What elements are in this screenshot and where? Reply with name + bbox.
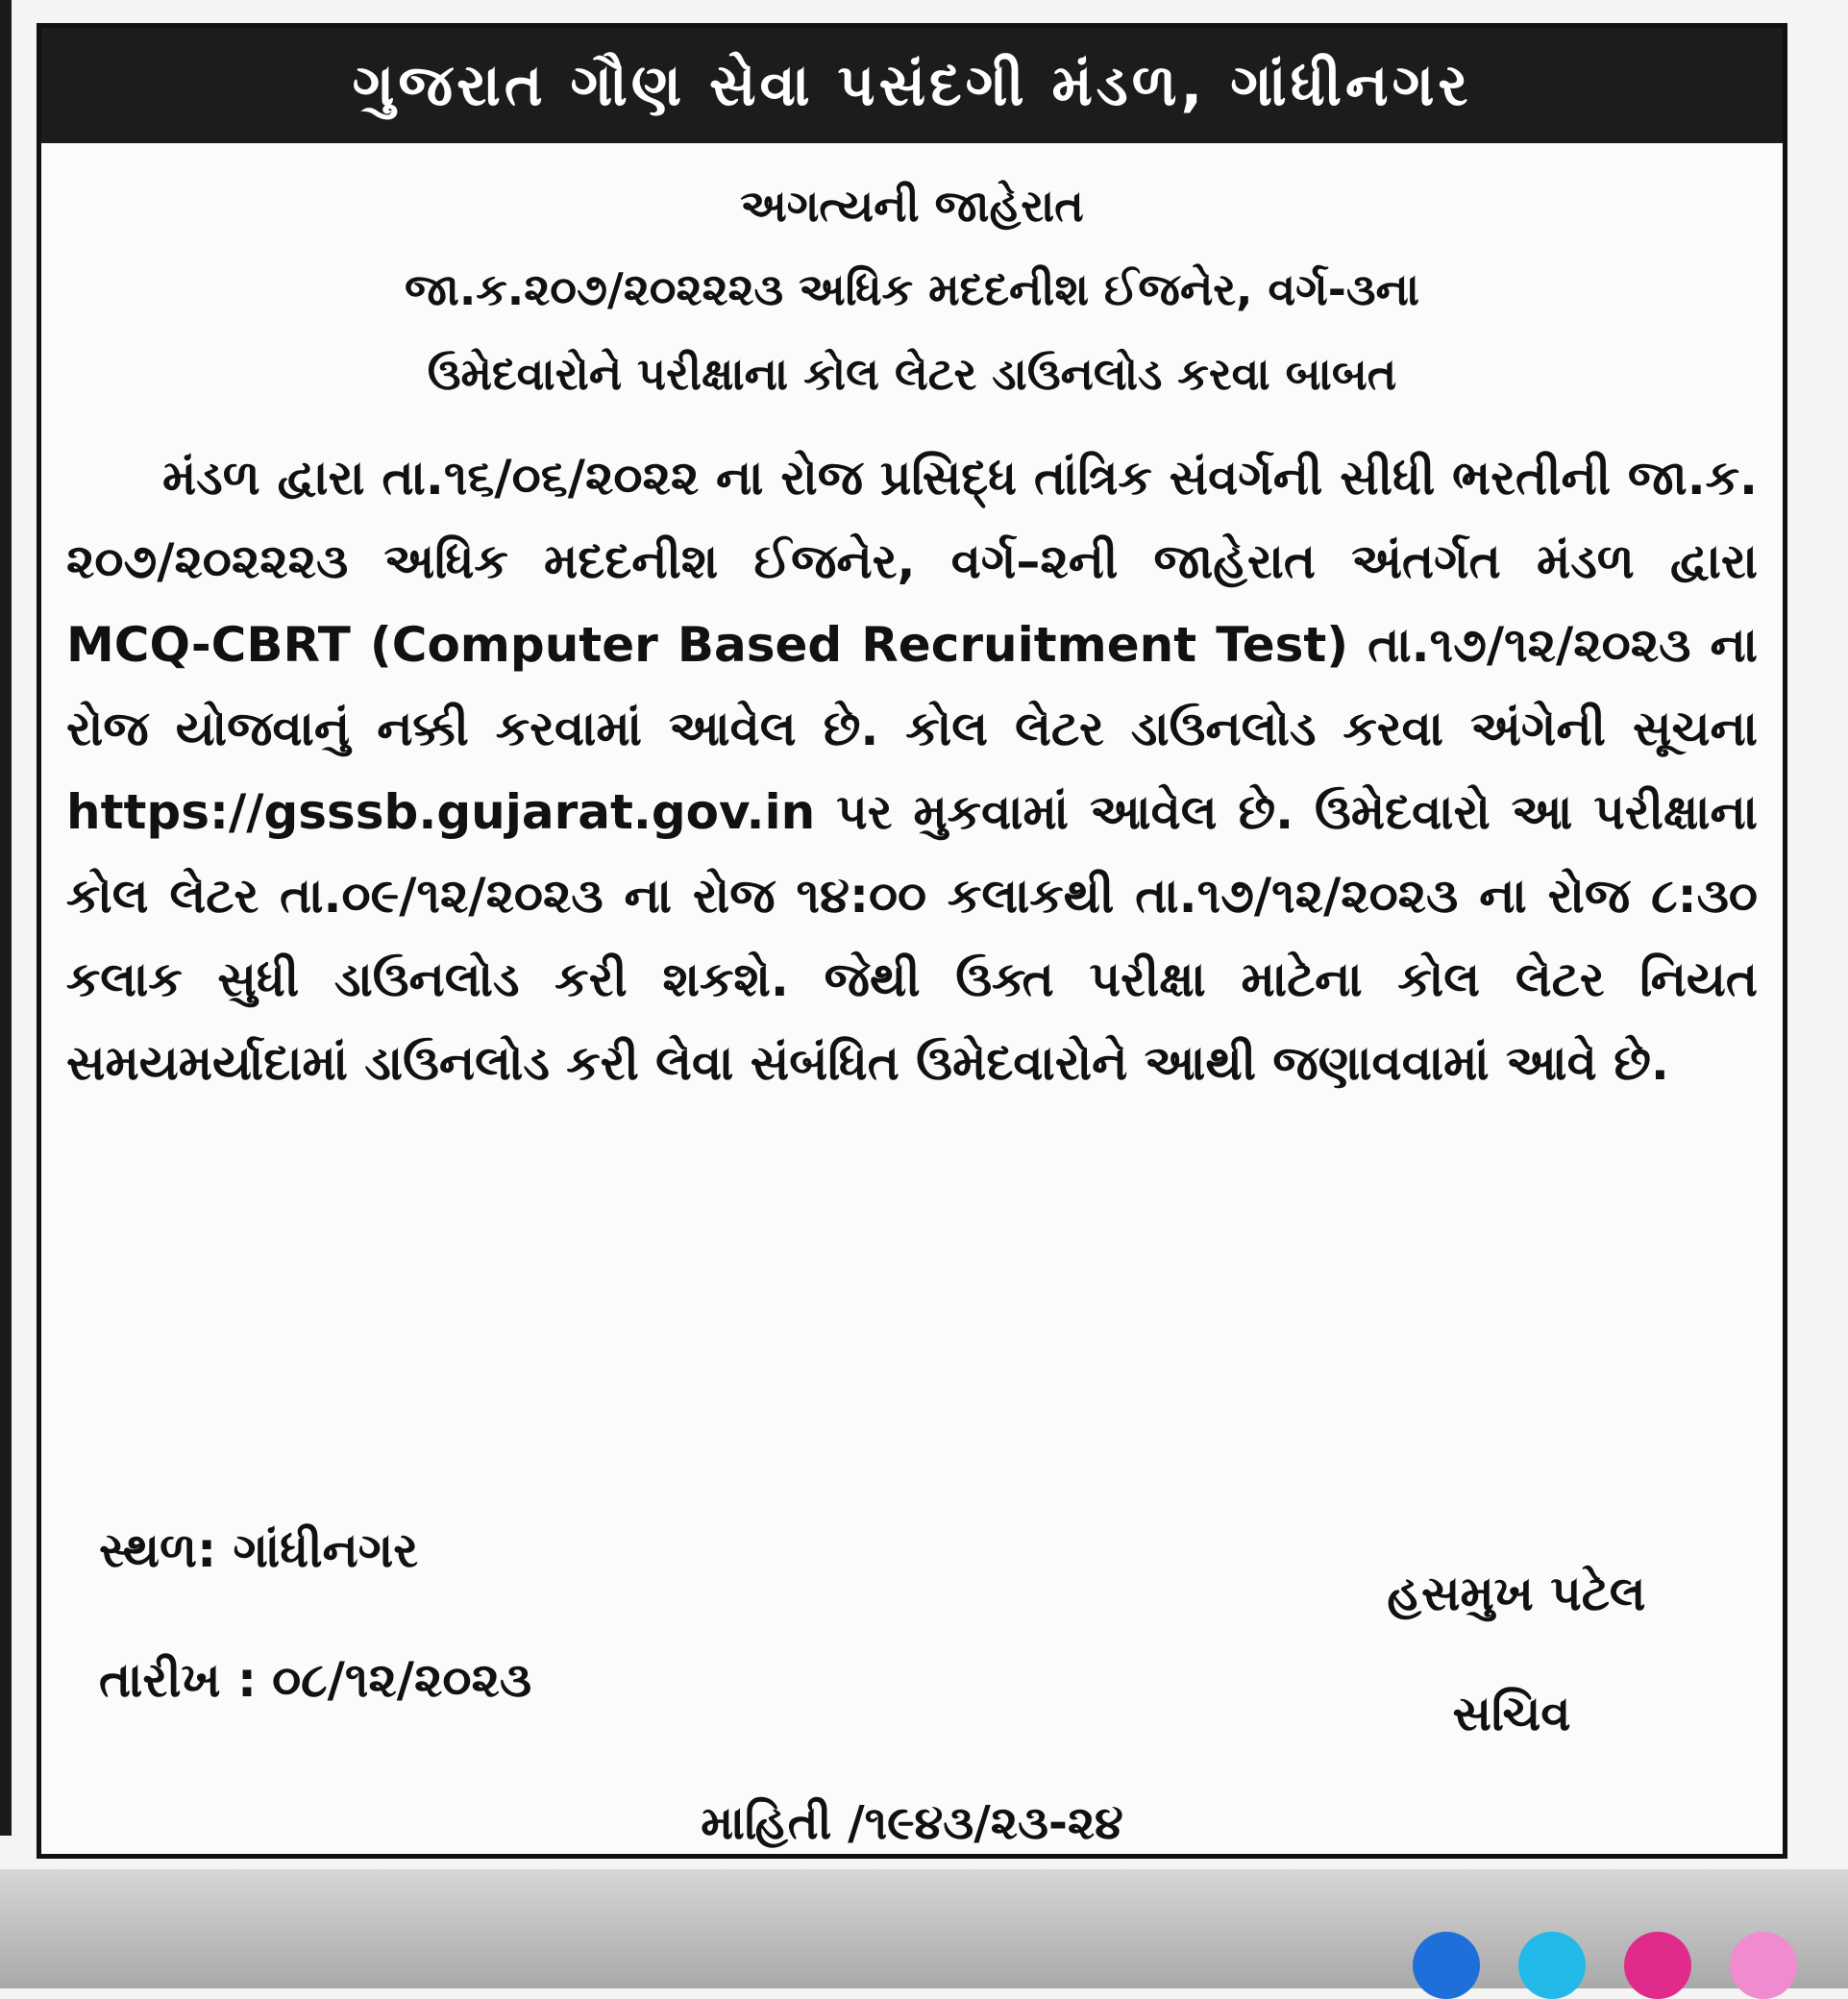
page-edge-shadow [0, 0, 12, 1836]
notice-subheading-line2: ઉમેદવારોને પરીક્ષાના કોલ લેટર ડાઉનલોડ કરવા બાબત [427, 348, 1397, 400]
date [99, 1652, 531, 1709]
decorative-dot [1730, 1932, 1797, 1999]
signatory-name: હસમુખ પટેલ [1387, 1566, 1646, 1621]
notice-box [37, 23, 1787, 1859]
decorative-dot [1518, 1932, 1586, 1999]
signatory-designation: સચિવ [1452, 1686, 1571, 1741]
reference-number: માહિતી /૧૯૪૩/૨૩-૨૪ [701, 1796, 1123, 1850]
date-label: તારીખ : [99, 1652, 258, 1708]
decorative-dot [1624, 1932, 1691, 1999]
notice-body-paragraph: મંડળ દ્વારા તા.૧૬/૦૬/૨૦૨૨ ના રોજ પ્રસિદ્ધ તાંત્રિક સંવર્ગની સીધી ભરતીની જા.ક. ૨૦૭/૨૦૨૨૨૩ અધિક મદદનીશ ઈજનેર, વર્ગ–૨ની જાહેરાત અંતર્ગત મંડળ દ્વારા MCQ-CBRT (Computer Based Recruitment Test) તા.૧૭/૧૨/૨૦૨૩ ના રોજ યોજવાનું નક્કી કરવામાં આવેલ છે. કોલ લેટર ડાઉનલોડ કરવા અંગેની સૂચના https://gsssb.gujarat.gov.in પર મુકવામાં આવેલ છે. ઉમેદવારો આ પરીક્ષાના કોલ લેટર તા.૦૯/૧૨/૨૦૨૩ ના રોજ ૧૪:૦૦ કલાકથી તા.૧૭/૧૨/૨૦૨૩ ના રોજ ૮:૩૦ કલાક સુધી ડાઉનલોડ કરી શકશે. જેથી ઉક્ત પરીક્ષા માટેના કોલ લેટર નિયત સમયમર્યાદામાં ડાઉનલોડ કરી લેવા સંબંધિત ઉમેદવારોને આથી જણાવવામાં આવે છે. [66, 450, 1758, 1091]
decorative-dot [1413, 1932, 1480, 1999]
notice-body [66, 436, 1758, 1105]
notice-subheading-line1: જા.ક.૨૦૭/૨૦૨૨૨૩ અધિક મદદનીશ ઈજનેર, વર્ગ-૩ના [405, 263, 1419, 315]
date-value: ૦૮/૧૨/૨૦૨૩ [272, 1652, 532, 1708]
organization-title: ગુજરાત ગૌણ સેવા પસંદગી મંડળ, ગાંધીનગર [352, 52, 1472, 119]
notice-heading: અગત્યની જાહેરાત [740, 180, 1084, 232]
place: સ્થળ: ગાંધીનગર [99, 1522, 419, 1578]
header-bar [41, 28, 1783, 143]
